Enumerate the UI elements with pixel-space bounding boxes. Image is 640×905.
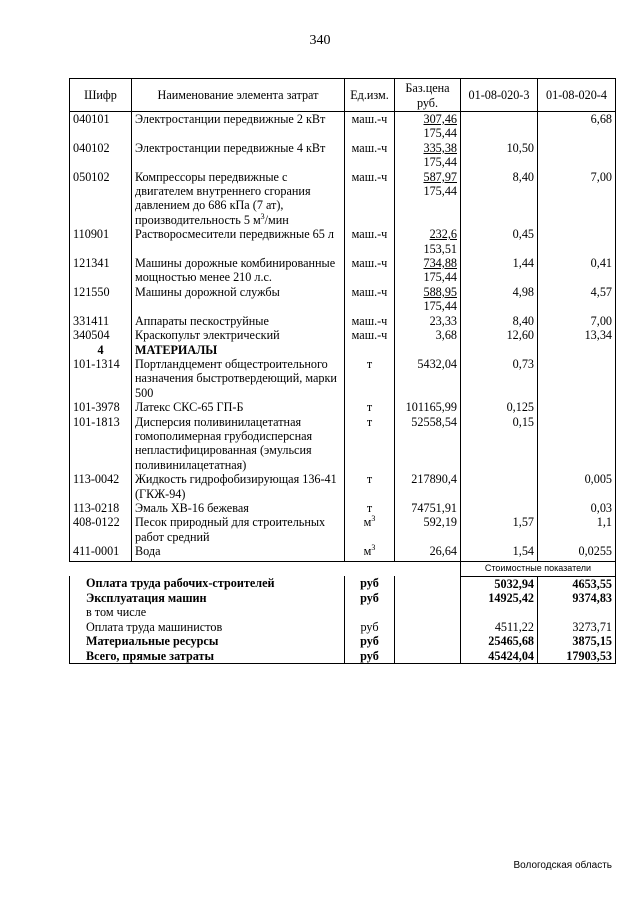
row-name: Аппараты пескоструйные (132, 314, 345, 328)
row-code: 050102 (70, 170, 132, 228)
row-c4 (538, 141, 616, 170)
row-name-text: Компрессоры передвижные с двигателем внутреннего сгорания давлением до 686 кПа (7 ат), производительность 5 м (135, 169, 311, 227)
table-row (70, 314, 616, 328)
summary-label: Оплата труда машинистов (70, 620, 345, 634)
row-name: Песок природный для строительных работ средний (132, 515, 345, 544)
table-row (70, 357, 616, 400)
summary-unit: руб (345, 591, 395, 605)
table-row (70, 141, 616, 170)
row-price-secondary: 175,44 (423, 299, 457, 314)
row-name: Краскопульт электрический (132, 328, 345, 342)
row-code: 040101 (70, 112, 132, 141)
row-price-main: 307,46 (423, 112, 457, 126)
summary-row (70, 634, 616, 648)
summary-label: Оплата труда рабочих-строителей (70, 576, 345, 591)
section-number: 4 (70, 343, 132, 357)
summary-c3: 14925,42 (461, 591, 538, 605)
row-code: 101-3978 (70, 400, 132, 414)
row-unit-text: м (363, 544, 372, 559)
row-unit: маш.-ч (345, 112, 395, 141)
row-c4: 0,41 (538, 256, 616, 285)
row-c4: 0,03 (538, 501, 616, 515)
row-price (395, 227, 461, 256)
summary-label: Эксплуатация машин (70, 591, 345, 605)
table-row (70, 515, 616, 544)
row-name: Дисперсия поливинилацетатная гомополимерная грубодисперсная непластифицированная (эмульсия поливинилацетатная) (132, 415, 345, 473)
row-unit: т (345, 357, 395, 400)
row-code: 121550 (70, 285, 132, 314)
row-price: 592,19 (395, 515, 461, 544)
summary-unit: руб (345, 634, 395, 648)
table-row (70, 328, 616, 342)
row-name: Электростанции передвижные 2 кВт (132, 112, 345, 141)
summary-unit: руб (345, 620, 395, 634)
summary-unit: руб (345, 649, 395, 664)
row-c4: 1,1 (538, 515, 616, 544)
row-price: 52558,54 (395, 415, 461, 473)
row-price: 23,33 (395, 314, 461, 328)
row-c3: 0,15 (461, 415, 538, 473)
row-name: Вода (132, 544, 345, 561)
table-row (70, 472, 616, 501)
row-price: 101165,99 (395, 400, 461, 414)
row-price-main: 335,38 (423, 140, 457, 155)
header-unit: Ед.изм. (345, 79, 395, 112)
summary-label: Материальные ресурсы (70, 634, 345, 648)
row-price-main: 588,95 (423, 284, 457, 299)
summary-label: в том числе (70, 605, 345, 619)
table-row (70, 170, 616, 228)
row-c4 (538, 227, 616, 256)
table-row (70, 256, 616, 285)
row-c3: 1,54 (461, 544, 538, 561)
row-price: 217890,4 (395, 472, 461, 501)
row-c3: 8,40 (461, 170, 538, 228)
row-unit: т (345, 501, 395, 515)
row-name: Растворосмесители передвижные 65 л (132, 227, 345, 256)
row-c4: 7,00 (538, 314, 616, 328)
row-price: 3,68 (395, 328, 461, 342)
row-unit-text: м (363, 515, 372, 530)
region-footer: Вологодская область (513, 860, 612, 871)
row-name: Жидкость гидрофобизирующая 136-41 (ГКЖ-94) (132, 472, 345, 501)
row-c4: 4,57 (538, 285, 616, 314)
summary-unit: руб (345, 576, 395, 591)
row-price-secondary: 175,44 (423, 126, 457, 141)
row-code: 411-0001 (70, 544, 132, 561)
row-code: 340504 (70, 328, 132, 342)
row-name: Латекс СКС-65 ГП-Б (132, 400, 345, 414)
row-unit: маш.-ч (345, 285, 395, 314)
row-price: 74751,91 (395, 501, 461, 515)
row-price-secondary: 175,44 (423, 184, 457, 199)
summary-c3: 45424,04 (461, 649, 538, 664)
summary-c3 (461, 605, 538, 619)
table-row (70, 285, 616, 314)
row-unit (345, 515, 395, 544)
row-code: 040102 (70, 141, 132, 170)
table-header-row (70, 79, 616, 112)
row-c4 (538, 400, 616, 414)
row-c4: 6,68 (538, 112, 616, 141)
row-code: 101-1813 (70, 415, 132, 473)
row-c4 (538, 415, 616, 473)
row-c3 (461, 501, 538, 515)
row-c4: 7,00 (538, 170, 616, 228)
table-row (70, 400, 616, 414)
summary-row (70, 576, 616, 591)
row-name: Эмаль ХВ-16 бежевая (132, 501, 345, 515)
row-unit (345, 544, 395, 561)
row-c3: 8,40 (461, 314, 538, 328)
page-number: 340 (309, 33, 331, 48)
row-code: 408-0122 (70, 515, 132, 544)
summary-c4: 3273,71 (538, 620, 616, 634)
summary-row (70, 649, 616, 664)
row-unit: т (345, 415, 395, 473)
table-row (70, 112, 616, 141)
row-code: 113-0042 (70, 472, 132, 501)
row-name: Машины дорожные комбинированные мощностью менее 210 л.с. (132, 256, 345, 285)
row-unit: маш.-ч (345, 170, 395, 228)
table-row (70, 227, 616, 256)
row-code: 101-1314 (70, 357, 132, 400)
row-c3: 4,98 (461, 285, 538, 314)
row-price-main: 734,88 (423, 256, 457, 271)
row-name (132, 170, 345, 228)
cost-table (69, 78, 616, 664)
row-price (395, 256, 461, 285)
row-price (395, 141, 461, 170)
row-unit: маш.-ч (345, 256, 395, 285)
row-unit: маш.-ч (345, 227, 395, 256)
header-base-price: Баз.цена руб. (395, 79, 461, 112)
table-row (70, 415, 616, 473)
row-price (395, 112, 461, 141)
summary-c3: 25465,68 (461, 634, 538, 648)
row-price-secondary: 175,44 (423, 270, 457, 285)
section-title: МАТЕРИАЛЫ (132, 343, 345, 357)
row-c4: 0,0255 (538, 544, 616, 561)
section-row (70, 343, 616, 357)
summary-header-row (70, 561, 616, 576)
row-name-sup: 3 (260, 211, 265, 221)
table-row (70, 544, 616, 561)
row-code: 110901 (70, 227, 132, 256)
row-name: Портландцемент общестроительного назначения быстротвердеющий, марки 500 (132, 357, 345, 400)
row-c3: 0,125 (461, 400, 538, 414)
row-unit-sup: 3 (371, 543, 376, 553)
row-name: Машины дорожной службы (132, 285, 345, 314)
row-c3: 1,57 (461, 515, 538, 544)
summary-row (70, 591, 616, 605)
row-c3: 0,45 (461, 227, 538, 256)
row-code: 331411 (70, 314, 132, 328)
row-c3: 12,60 (461, 328, 538, 342)
row-c3: 0,73 (461, 357, 538, 400)
summary-c4: 9374,83 (538, 591, 616, 605)
row-unit: маш.-ч (345, 328, 395, 342)
row-unit: т (345, 472, 395, 501)
summary-unit (345, 605, 395, 619)
summary-c4: 3875,15 (538, 634, 616, 648)
row-price (395, 170, 461, 228)
row-price: 26,64 (395, 544, 461, 561)
table-row (70, 501, 616, 515)
row-c3 (461, 112, 538, 141)
summary-label: Всего, прямые затраты (70, 649, 345, 664)
row-c3 (461, 472, 538, 501)
row-unit: т (345, 400, 395, 414)
row-price-main: 232,6 (429, 227, 457, 242)
summary-c4: 4653,55 (538, 576, 616, 591)
header-name: Наименование элемента затрат (132, 79, 345, 112)
summary-header: Стоимостные показатели (461, 561, 616, 576)
row-code: 113-0218 (70, 501, 132, 515)
summary-row (70, 605, 616, 619)
header-code: Шифр (70, 79, 132, 112)
header-col4: 01-08-020-4 (538, 79, 616, 112)
row-unit: маш.-ч (345, 314, 395, 328)
row-price-secondary: 153,51 (423, 241, 457, 256)
row-unit-sup: 3 (371, 514, 376, 524)
row-c3: 10,50 (461, 141, 538, 170)
row-price: 5432,04 (395, 357, 461, 400)
row-price-secondary: 175,44 (423, 155, 457, 170)
summary-c3: 5032,94 (461, 576, 538, 591)
row-c4: 13,34 (538, 328, 616, 342)
row-unit: маш.-ч (345, 141, 395, 170)
summary-row (70, 620, 616, 634)
row-code: 121341 (70, 256, 132, 285)
row-price-main: 587,97 (423, 169, 457, 184)
summary-c4: 17903,53 (538, 649, 616, 664)
summary-c3: 4511,22 (461, 620, 538, 634)
row-c3: 1,44 (461, 256, 538, 285)
row-name: Электростанции передвижные 4 кВт (132, 141, 345, 170)
row-c4 (538, 357, 616, 400)
row-name-tail: /мин (264, 212, 289, 227)
summary-c4 (538, 605, 616, 619)
row-c4: 0,005 (538, 472, 616, 501)
row-price (395, 285, 461, 314)
header-col3: 01-08-020-3 (461, 79, 538, 112)
